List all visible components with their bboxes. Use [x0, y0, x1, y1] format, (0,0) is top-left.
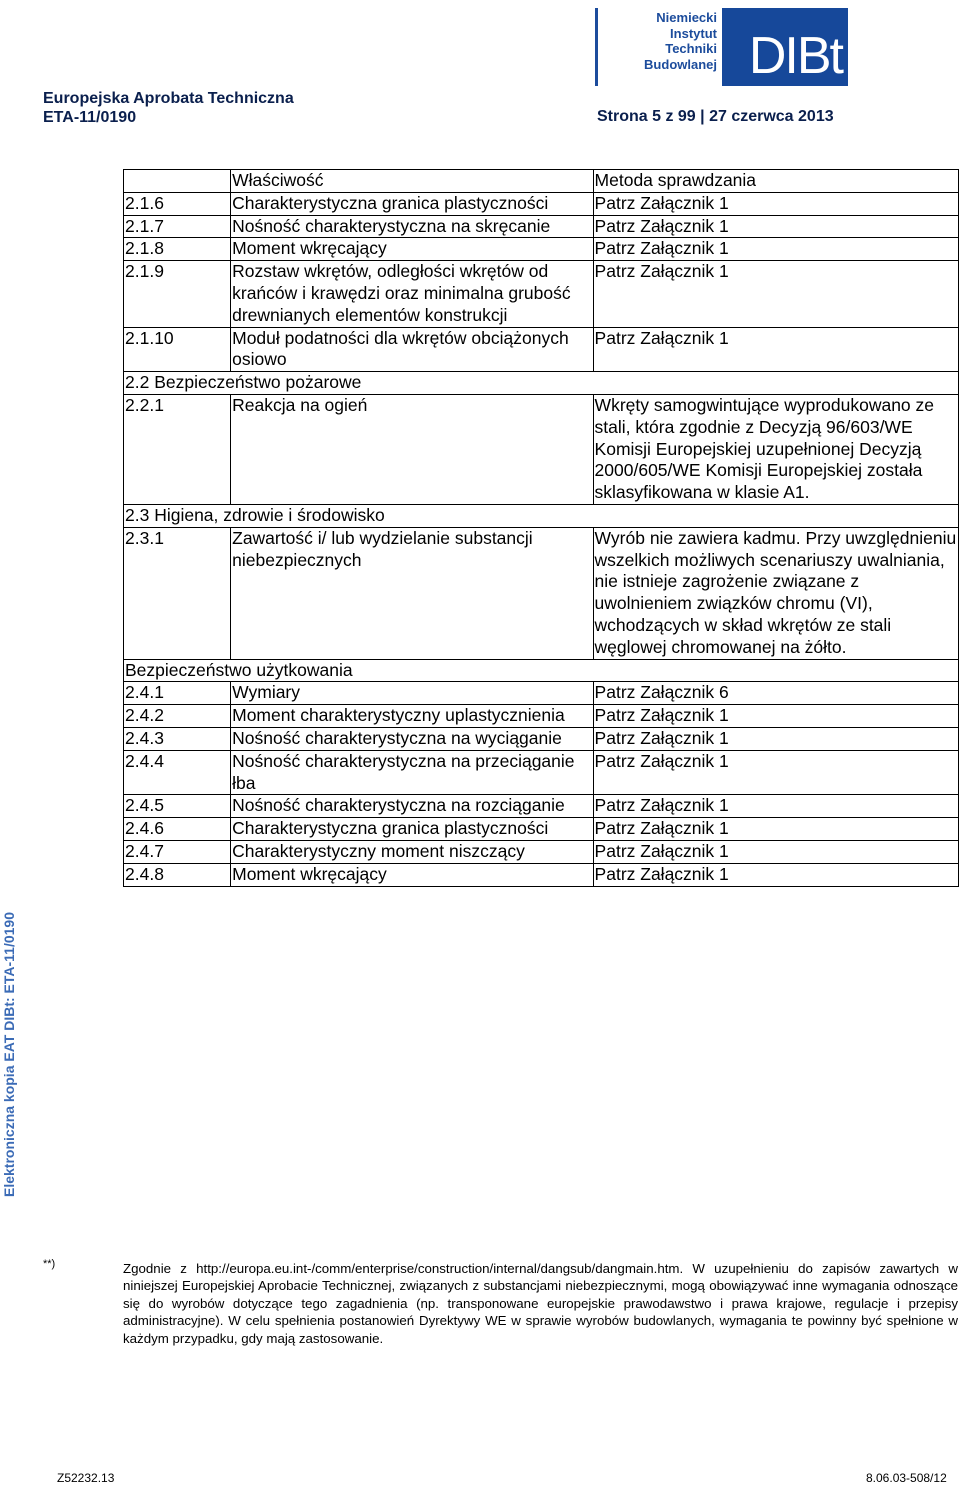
row-property: Reakcja na ogień [231, 394, 593, 504]
row-property: Nośność charakterystyczna na skręcanie [231, 215, 593, 238]
row-method: Patrz Załącznik 6 [593, 682, 958, 705]
table-cell [124, 170, 231, 193]
section-row [124, 659, 959, 682]
row-property: Charakterystyczny moment niszczący [231, 840, 593, 863]
row-property: Charakterystyczna granica plastyczności [231, 818, 593, 841]
row-number: 2.2.1 [124, 394, 231, 504]
table-row [124, 215, 959, 238]
row-method: Patrz Załącznik 1 [593, 705, 958, 728]
table-header-row [124, 170, 959, 193]
row-number: 2.4.1 [124, 682, 231, 705]
row-method: Patrz Załącznik 1 [593, 818, 958, 841]
row-property: Zawartość i/ lub wydzielanie substancji niebezpiecznych [231, 527, 593, 659]
row-method: Patrz Załącznik 1 [593, 727, 958, 750]
row-number: 2.3.1 [124, 527, 231, 659]
document-number: ETA-11/0190 [43, 109, 137, 126]
table-row [124, 863, 959, 886]
table-row [124, 238, 959, 261]
section-hygiene: 2.3 Higiena, zdrowie i środowisko [124, 504, 959, 527]
row-property: Moduł podatności dla wkrętów obciążonych osiowo [231, 327, 593, 372]
logo-line: Niemiecki [656, 10, 717, 25]
section-safety-in-use: Bezpieczeństwo użytkowania [124, 659, 959, 682]
row-property: Moment wkręcający [231, 863, 593, 886]
section-fire-safety: 2.2 Bezpieczeństwo pożarowe [124, 372, 959, 395]
table-row [124, 394, 959, 504]
row-number: 2.4.6 [124, 818, 231, 841]
electronic-copy-label: Elektroniczna kopia EAT DIBt: ETA-11/0190 [1, 911, 17, 1197]
row-number: 2.1.6 [124, 192, 231, 215]
table-row [124, 705, 959, 728]
row-number: 2.1.7 [124, 215, 231, 238]
document-title: Europejska Aprobata Techniczna [43, 90, 294, 107]
logo-line: Instytut [670, 25, 717, 41]
row-property: Nośność charakterystyczna na przeciąganie łba [231, 750, 593, 795]
row-method: Patrz Załącznik 1 [593, 750, 958, 795]
row-property: Rozstaw wkrętów, odległości wkrętów od krańców i krawędzi oraz minimalna grubość drewnianych elementów konstrukcji [231, 261, 593, 327]
table-row [124, 527, 959, 659]
table-row [124, 261, 959, 327]
row-method: Wkręty samogwintujące wyprodukowano ze stali, która zgodnie z Decyzją 96/603/WE Komisji Europejskiej uzupełnionej Decyzją 2000/605/WE Komisji Europejskiej została sklasyfikowana w klasie A1. [593, 394, 958, 504]
row-number: 2.4.2 [124, 705, 231, 728]
row-number: 2.4.3 [124, 727, 231, 750]
table-row [124, 840, 959, 863]
table-row [124, 818, 959, 841]
footnote-mark: **) [43, 1258, 56, 1270]
row-number: 2.4.7 [124, 840, 231, 863]
row-number: 2.4.8 [124, 863, 231, 886]
row-number: 2.1.9 [124, 261, 231, 327]
row-number: 2.4.5 [124, 795, 231, 818]
row-method: Patrz Załącznik 1 [593, 192, 958, 215]
logo-institute-name [605, 10, 717, 72]
section-row [124, 504, 959, 527]
row-property: Wymiary [231, 682, 593, 705]
row-property: Charakterystyczna granica plastyczności [231, 192, 593, 215]
table-row [124, 327, 959, 372]
row-property: Nośność charakterystyczna na rozciąganie [231, 795, 593, 818]
row-number: 2.1.8 [124, 238, 231, 261]
logo-mark [722, 8, 848, 86]
section-row [124, 372, 959, 395]
document-code: Z52232.13 [57, 1471, 115, 1485]
row-method: Patrz Załącznik 1 [593, 238, 958, 261]
dibt-logo [595, 6, 851, 88]
table-row [124, 192, 959, 215]
table-row [124, 682, 959, 705]
column-header-method: Metoda sprawdzania [593, 170, 958, 193]
logo-brand: DIBt [748, 27, 842, 85]
footnote-text: Zgodnie z http://europa.eu.int-/comm/enterprise/construction/internal/dangsub/dangmain.htm. W uzupełnieniu do zapisów zawartych w niniejszej Europejskiej Aprobacie Technicznej, związanych z substancjami niebezpiecznymi, mogą obowiązywać inne wymagania odnoszące się do wyrobów dotyczące tego zagadnienia (np. transponowane europejskie prawodawstwo i prawa krajowe, regulacje i przepisy administracyjne). W celu spełnienia postanowień Dyrektywy WE w sprawie wyrobów budowlanych, wymagania te powinny być spełnione w każdym przypadku, gdy mają zastosowanie. [123, 1261, 958, 1346]
table-row [124, 727, 959, 750]
table-row [124, 750, 959, 795]
row-property: Moment wkręcający [231, 238, 593, 261]
row-number: 2.4.4 [124, 750, 231, 795]
table-row [124, 795, 959, 818]
logo-line: Techniki [665, 41, 717, 56]
row-method: Patrz Załącznik 1 [593, 795, 958, 818]
column-header-property: Właściwość [231, 170, 593, 193]
row-method: Patrz Załącznik 1 [593, 840, 958, 863]
row-number: 2.1.10 [124, 327, 231, 372]
logo-divider [595, 8, 598, 86]
page-info: Strona 5 z 99 | 27 czerwca 2013 [597, 108, 834, 125]
row-method: Patrz Załącznik 1 [593, 863, 958, 886]
file-reference: 8.06.03-508/12 [866, 1471, 947, 1485]
row-method: Patrz Załącznik 1 [593, 327, 958, 372]
row-property: Nośność charakterystyczna na wyciąganie [231, 727, 593, 750]
row-property: Moment charakterystyczny uplastycznienia [231, 705, 593, 728]
row-method: Wyrób nie zawiera kadmu. Przy uwzględnieniu wszelkich możliwych scenariuszy uwalniania, nie istnieje zagrożenie związane z uwolnieniem związków chromu (VI), wchodzących w skład wkrętów ze stali węglowej chromowanej na żółto. [593, 527, 958, 659]
logo-line: Budowlanej [644, 56, 717, 72]
properties-table [123, 169, 959, 887]
row-method: Patrz Załącznik 1 [593, 261, 958, 327]
document-header [43, 89, 294, 127]
row-method: Patrz Załącznik 1 [593, 215, 958, 238]
